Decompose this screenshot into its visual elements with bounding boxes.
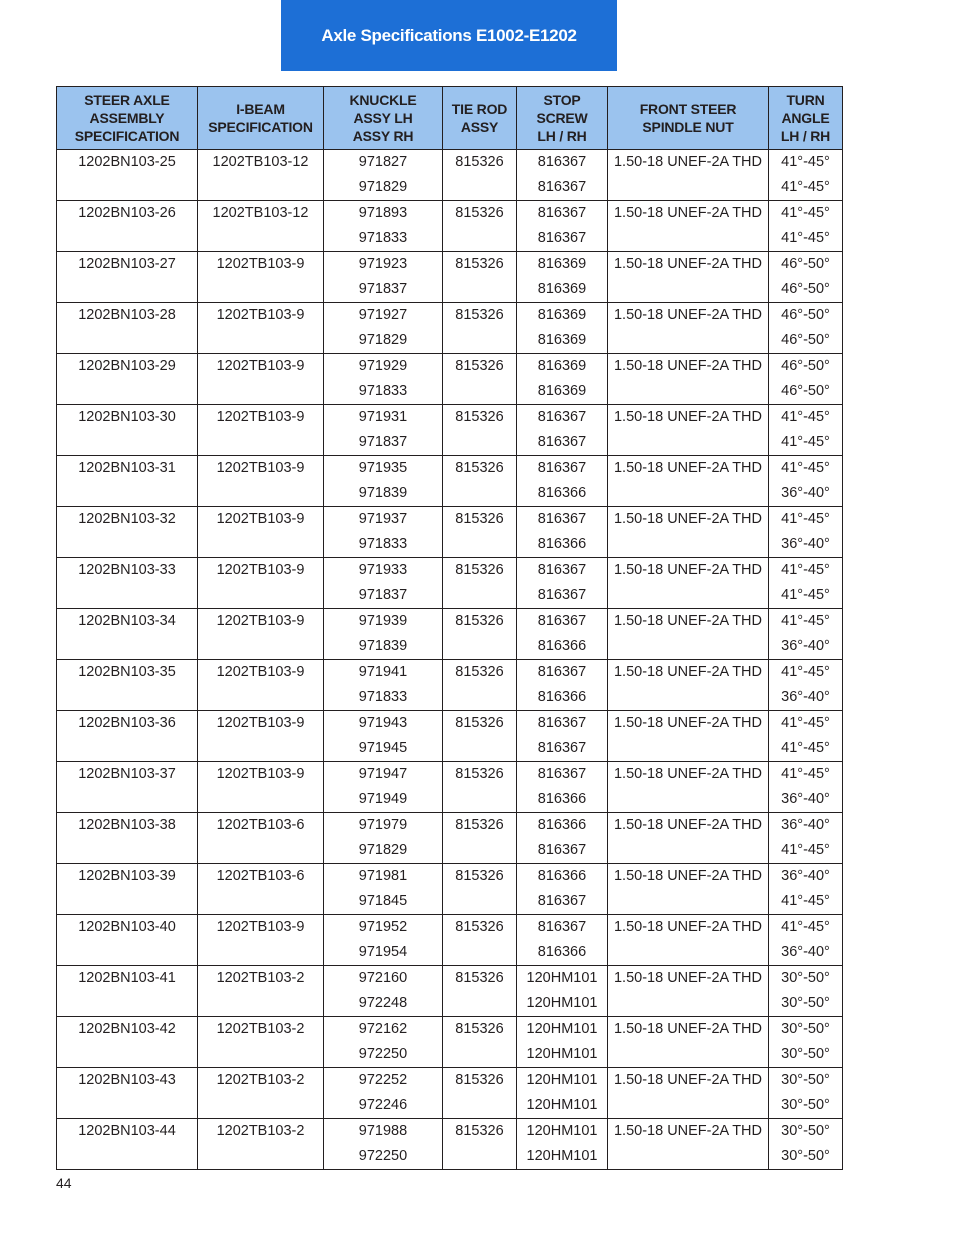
cell-stop-screw-lh: 816366 xyxy=(537,817,587,833)
cell-knuckle-assy xyxy=(324,201,443,252)
cell-stop-screw-rh: 816367 xyxy=(537,230,587,246)
cell-knuckle-assy-rh: 971845 xyxy=(358,893,408,909)
cell-turn-angle xyxy=(769,711,843,762)
cell-stop-screw xyxy=(517,660,608,711)
cell-stop-screw-rh: 816366 xyxy=(537,689,587,705)
cell-stop-screw xyxy=(517,1068,608,1119)
cell-stop-screw xyxy=(517,813,608,864)
cell-knuckle-assy-lh: 971893 xyxy=(358,205,408,221)
table-row xyxy=(57,507,843,558)
page-number: 44 xyxy=(56,1175,72,1191)
cell-knuckle-assy-lh: 971981 xyxy=(358,868,408,884)
cell-stop-screw xyxy=(517,405,608,456)
cell-knuckle-assy-rh: 971839 xyxy=(358,485,408,501)
cell-i-beam-specification: 1202TB103-9 xyxy=(198,354,324,405)
cell-knuckle-assy-lh: 971923 xyxy=(358,256,408,272)
cell-knuckle-assy-rh: 971833 xyxy=(358,383,408,399)
cell-front-steer-spindle-nut: 1.50-18 UNEF-2A THD xyxy=(608,1068,769,1119)
cell-stop-screw-rh: 816367 xyxy=(537,434,587,450)
cell-front-steer-spindle-nut: 1.50-18 UNEF-2A THD xyxy=(608,405,769,456)
cell-knuckle-assy-rh: 971829 xyxy=(358,179,408,195)
header-stop-screw: STOP SCREW LH / RH xyxy=(517,87,608,150)
cell-turn-angle-lh: 41°-45° xyxy=(781,613,830,629)
cell-turn-angle-rh: 36°-40° xyxy=(781,536,830,552)
cell-i-beam-specification: 1202TB103-9 xyxy=(198,915,324,966)
cell-knuckle-assy-rh: 971833 xyxy=(358,230,408,246)
cell-steer-axle-assembly: 1202BN103-38 xyxy=(57,813,198,864)
cell-turn-angle-rh: 41°-45° xyxy=(781,587,830,603)
cell-stop-screw xyxy=(517,456,608,507)
cell-front-steer-spindle-nut: 1.50-18 UNEF-2A THD xyxy=(608,252,769,303)
cell-tie-rod-assy: 815326 xyxy=(443,915,517,966)
header-knuckle-assy: KNUCKLE ASSY LH ASSY RH xyxy=(324,87,443,150)
cell-stop-screw-lh: 816367 xyxy=(537,154,587,170)
cell-tie-rod-assy: 815326 xyxy=(443,966,517,1017)
cell-stop-screw-lh: 120HM101 xyxy=(526,970,598,986)
cell-knuckle-assy-rh: 971837 xyxy=(358,587,408,603)
cell-tie-rod-assy: 815326 xyxy=(443,303,517,354)
cell-knuckle-assy xyxy=(324,711,443,762)
cell-knuckle-assy-rh: 971949 xyxy=(358,791,408,807)
cell-front-steer-spindle-nut: 1.50-18 UNEF-2A THD xyxy=(608,1119,769,1170)
cell-turn-angle-lh: 41°-45° xyxy=(781,205,830,221)
cell-knuckle-assy xyxy=(324,609,443,660)
cell-steer-axle-assembly: 1202BN103-37 xyxy=(57,762,198,813)
cell-i-beam-specification: 1202TB103-2 xyxy=(198,1068,324,1119)
cell-turn-angle xyxy=(769,813,843,864)
cell-knuckle-assy xyxy=(324,864,443,915)
cell-stop-screw-lh: 816367 xyxy=(537,919,587,935)
cell-knuckle-assy xyxy=(324,813,443,864)
cell-stop-screw-rh: 816366 xyxy=(537,638,587,654)
cell-knuckle-assy-lh: 971937 xyxy=(358,511,408,527)
cell-stop-screw-lh: 816367 xyxy=(537,205,587,221)
cell-stop-screw-rh: 120HM101 xyxy=(526,1148,598,1164)
cell-i-beam-specification: 1202TB103-12 xyxy=(198,201,324,252)
cell-stop-screw xyxy=(517,864,608,915)
cell-stop-screw-rh: 120HM101 xyxy=(526,1097,598,1113)
cell-stop-screw-lh: 816369 xyxy=(537,307,587,323)
cell-turn-angle-lh: 41°-45° xyxy=(781,919,830,935)
cell-front-steer-spindle-nut: 1.50-18 UNEF-2A THD xyxy=(608,966,769,1017)
cell-i-beam-specification: 1202TB103-9 xyxy=(198,558,324,609)
table-row xyxy=(57,1068,843,1119)
cell-front-steer-spindle-nut: 1.50-18 UNEF-2A THD xyxy=(608,1017,769,1068)
cell-tie-rod-assy: 815326 xyxy=(443,813,517,864)
cell-i-beam-specification: 1202TB103-9 xyxy=(198,660,324,711)
cell-steer-axle-assembly: 1202BN103-32 xyxy=(57,507,198,558)
cell-stop-screw-rh: 816366 xyxy=(537,944,587,960)
cell-turn-angle-lh: 46°-50° xyxy=(781,358,830,374)
cell-turn-angle-rh: 36°-40° xyxy=(781,791,830,807)
cell-stop-screw xyxy=(517,201,608,252)
cell-steer-axle-assembly: 1202BN103-39 xyxy=(57,864,198,915)
cell-steer-axle-assembly: 1202BN103-41 xyxy=(57,966,198,1017)
cell-stop-screw-rh: 816366 xyxy=(537,485,587,501)
cell-stop-screw-lh: 120HM101 xyxy=(526,1021,598,1037)
cell-turn-angle xyxy=(769,660,843,711)
cell-front-steer-spindle-nut: 1.50-18 UNEF-2A THD xyxy=(608,150,769,201)
cell-stop-screw-rh: 816366 xyxy=(537,791,587,807)
cell-tie-rod-assy: 815326 xyxy=(443,252,517,303)
cell-i-beam-specification: 1202TB103-9 xyxy=(198,456,324,507)
cell-i-beam-specification: 1202TB103-2 xyxy=(198,1017,324,1068)
cell-i-beam-specification: 1202TB103-6 xyxy=(198,864,324,915)
cell-stop-screw-lh: 816367 xyxy=(537,409,587,425)
cell-steer-axle-assembly: 1202BN103-35 xyxy=(57,660,198,711)
cell-knuckle-assy xyxy=(324,762,443,813)
cell-front-steer-spindle-nut: 1.50-18 UNEF-2A THD xyxy=(608,558,769,609)
cell-front-steer-spindle-nut: 1.50-18 UNEF-2A THD xyxy=(608,303,769,354)
cell-stop-screw-lh: 816367 xyxy=(537,766,587,782)
cell-stop-screw-lh: 816367 xyxy=(537,562,587,578)
cell-tie-rod-assy: 815326 xyxy=(443,354,517,405)
cell-front-steer-spindle-nut: 1.50-18 UNEF-2A THD xyxy=(608,507,769,558)
cell-turn-angle xyxy=(769,354,843,405)
table-row xyxy=(57,609,843,660)
cell-knuckle-assy-lh: 971979 xyxy=(358,817,408,833)
cell-tie-rod-assy: 815326 xyxy=(443,201,517,252)
cell-turn-angle-lh: 36°-40° xyxy=(781,817,830,833)
cell-stop-screw-rh: 120HM101 xyxy=(526,1046,598,1062)
cell-knuckle-assy-rh: 971839 xyxy=(358,638,408,654)
cell-i-beam-specification: 1202TB103-9 xyxy=(198,252,324,303)
cell-turn-angle xyxy=(769,303,843,354)
cell-turn-angle-lh: 41°-45° xyxy=(781,562,830,578)
cell-stop-screw xyxy=(517,150,608,201)
cell-knuckle-assy xyxy=(324,405,443,456)
cell-stop-screw xyxy=(517,1119,608,1170)
cell-turn-angle-lh: 41°-45° xyxy=(781,766,830,782)
cell-knuckle-assy-rh: 972248 xyxy=(358,995,408,1011)
cell-i-beam-specification: 1202TB103-9 xyxy=(198,507,324,558)
cell-turn-angle-rh: 36°-40° xyxy=(781,638,830,654)
table-row xyxy=(57,456,843,507)
cell-steer-axle-assembly: 1202BN103-40 xyxy=(57,915,198,966)
cell-front-steer-spindle-nut: 1.50-18 UNEF-2A THD xyxy=(608,813,769,864)
cell-stop-screw-lh: 816367 xyxy=(537,511,587,527)
cell-turn-angle-rh: 41°-45° xyxy=(781,842,830,858)
cell-knuckle-assy-rh: 971837 xyxy=(358,281,408,297)
table-row xyxy=(57,915,843,966)
cell-knuckle-assy-lh: 971929 xyxy=(358,358,408,374)
cell-stop-screw xyxy=(517,558,608,609)
table-row xyxy=(57,966,843,1017)
cell-knuckle-assy-lh: 971935 xyxy=(358,460,408,476)
cell-turn-angle-lh: 30°-50° xyxy=(781,970,830,986)
cell-front-steer-spindle-nut: 1.50-18 UNEF-2A THD xyxy=(608,201,769,252)
cell-stop-screw xyxy=(517,303,608,354)
cell-tie-rod-assy: 815326 xyxy=(443,507,517,558)
cell-turn-angle-lh: 46°-50° xyxy=(781,256,830,272)
cell-knuckle-assy-rh: 971829 xyxy=(358,332,408,348)
cell-knuckle-assy xyxy=(324,660,443,711)
cell-stop-screw-rh: 816367 xyxy=(537,740,587,756)
cell-knuckle-assy xyxy=(324,1119,443,1170)
cell-turn-angle-lh: 41°-45° xyxy=(781,715,830,731)
cell-knuckle-assy-rh: 972250 xyxy=(358,1148,408,1164)
cell-stop-screw-rh: 816367 xyxy=(537,587,587,603)
cell-knuckle-assy-lh: 971952 xyxy=(358,919,408,935)
cell-stop-screw xyxy=(517,252,608,303)
cell-stop-screw xyxy=(517,354,608,405)
cell-knuckle-assy xyxy=(324,507,443,558)
cell-knuckle-assy-rh: 971829 xyxy=(358,842,408,858)
cell-turn-angle xyxy=(769,1017,843,1068)
cell-turn-angle-rh: 46°-50° xyxy=(781,281,830,297)
cell-front-steer-spindle-nut: 1.50-18 UNEF-2A THD xyxy=(608,456,769,507)
cell-turn-angle xyxy=(769,507,843,558)
cell-turn-angle-lh: 30°-50° xyxy=(781,1123,830,1139)
cell-steer-axle-assembly: 1202BN103-44 xyxy=(57,1119,198,1170)
header-tie-rod-assy: TIE ROD ASSY xyxy=(443,87,517,150)
cell-knuckle-assy xyxy=(324,150,443,201)
cell-stop-screw xyxy=(517,762,608,813)
cell-steer-axle-assembly: 1202BN103-25 xyxy=(57,150,198,201)
cell-knuckle-assy-rh: 971837 xyxy=(358,434,408,450)
cell-knuckle-assy xyxy=(324,1068,443,1119)
cell-turn-angle-rh: 36°-40° xyxy=(781,944,830,960)
cell-turn-angle-rh: 30°-50° xyxy=(781,1148,830,1164)
cell-knuckle-assy xyxy=(324,558,443,609)
cell-front-steer-spindle-nut: 1.50-18 UNEF-2A THD xyxy=(608,762,769,813)
table-row xyxy=(57,1017,843,1068)
cell-steer-axle-assembly: 1202BN103-26 xyxy=(57,201,198,252)
cell-knuckle-assy-rh: 971954 xyxy=(358,944,408,960)
cell-i-beam-specification: 1202TB103-9 xyxy=(198,609,324,660)
cell-tie-rod-assy: 815326 xyxy=(443,150,517,201)
cell-turn-angle-rh: 36°-40° xyxy=(781,485,830,501)
cell-tie-rod-assy: 815326 xyxy=(443,711,517,762)
cell-i-beam-specification: 1202TB103-12 xyxy=(198,150,324,201)
cell-tie-rod-assy: 815326 xyxy=(443,1119,517,1170)
header-turn-angle: TURN ANGLE LH / RH xyxy=(769,87,843,150)
cell-turn-angle xyxy=(769,864,843,915)
cell-turn-angle-rh: 30°-50° xyxy=(781,1046,830,1062)
cell-knuckle-assy-lh: 972162 xyxy=(358,1021,408,1037)
cell-turn-angle xyxy=(769,405,843,456)
cell-turn-angle xyxy=(769,456,843,507)
cell-knuckle-assy xyxy=(324,354,443,405)
cell-turn-angle xyxy=(769,762,843,813)
table-row xyxy=(57,303,843,354)
cell-stop-screw-rh: 120HM101 xyxy=(526,995,598,1011)
cell-knuckle-assy xyxy=(324,1017,443,1068)
cell-stop-screw-lh: 120HM101 xyxy=(526,1123,598,1139)
cell-knuckle-assy-lh: 971931 xyxy=(358,409,408,425)
cell-turn-angle xyxy=(769,915,843,966)
cell-turn-angle-rh: 41°-45° xyxy=(781,230,830,246)
header-i-beam-specification: I-BEAM SPECIFICATION xyxy=(198,87,324,150)
cell-knuckle-assy-rh: 971833 xyxy=(358,689,408,705)
cell-turn-angle-rh: 36°-40° xyxy=(781,689,830,705)
cell-tie-rod-assy: 815326 xyxy=(443,405,517,456)
cell-stop-screw-lh: 816367 xyxy=(537,664,587,680)
cell-stop-screw xyxy=(517,1017,608,1068)
cell-stop-screw xyxy=(517,966,608,1017)
table-row xyxy=(57,201,843,252)
cell-front-steer-spindle-nut: 1.50-18 UNEF-2A THD xyxy=(608,660,769,711)
cell-stop-screw-lh: 816367 xyxy=(537,613,587,629)
cell-tie-rod-assy: 815326 xyxy=(443,1068,517,1119)
cell-turn-angle xyxy=(769,1068,843,1119)
cell-knuckle-assy xyxy=(324,456,443,507)
cell-turn-angle-rh: 41°-45° xyxy=(781,893,830,909)
cell-front-steer-spindle-nut: 1.50-18 UNEF-2A THD xyxy=(608,609,769,660)
cell-knuckle-assy xyxy=(324,303,443,354)
cell-turn-angle-lh: 41°-45° xyxy=(781,511,830,527)
cell-turn-angle-rh: 30°-50° xyxy=(781,995,830,1011)
cell-stop-screw xyxy=(517,609,608,660)
cell-stop-screw xyxy=(517,915,608,966)
cell-stop-screw xyxy=(517,711,608,762)
cell-stop-screw-rh: 816369 xyxy=(537,383,587,399)
cell-front-steer-spindle-nut: 1.50-18 UNEF-2A THD xyxy=(608,354,769,405)
cell-i-beam-specification: 1202TB103-9 xyxy=(198,711,324,762)
page-title-banner xyxy=(281,0,617,71)
cell-knuckle-assy-rh: 972246 xyxy=(358,1097,408,1113)
cell-stop-screw-lh: 816367 xyxy=(537,715,587,731)
cell-tie-rod-assy: 815326 xyxy=(443,864,517,915)
cell-i-beam-specification: 1202TB103-9 xyxy=(198,303,324,354)
cell-front-steer-spindle-nut: 1.50-18 UNEF-2A THD xyxy=(608,711,769,762)
cell-tie-rod-assy: 815326 xyxy=(443,1017,517,1068)
cell-tie-rod-assy: 815326 xyxy=(443,762,517,813)
cell-turn-angle-lh: 41°-45° xyxy=(781,460,830,476)
cell-knuckle-assy-rh: 971945 xyxy=(358,740,408,756)
table-header-row xyxy=(57,87,843,150)
cell-i-beam-specification: 1202TB103-9 xyxy=(198,405,324,456)
cell-steer-axle-assembly: 1202BN103-42 xyxy=(57,1017,198,1068)
cell-stop-screw-lh: 120HM101 xyxy=(526,1072,598,1088)
cell-steer-axle-assembly: 1202BN103-33 xyxy=(57,558,198,609)
cell-i-beam-specification: 1202TB103-2 xyxy=(198,966,324,1017)
cell-steer-axle-assembly: 1202BN103-43 xyxy=(57,1068,198,1119)
cell-steer-axle-assembly: 1202BN103-31 xyxy=(57,456,198,507)
cell-stop-screw-rh: 816369 xyxy=(537,281,587,297)
cell-knuckle-assy-lh: 971927 xyxy=(358,307,408,323)
table-row xyxy=(57,354,843,405)
cell-turn-angle-rh: 41°-45° xyxy=(781,179,830,195)
cell-stop-screw-rh: 816367 xyxy=(537,893,587,909)
cell-i-beam-specification: 1202TB103-6 xyxy=(198,813,324,864)
cell-knuckle-assy-lh: 971947 xyxy=(358,766,408,782)
cell-knuckle-assy xyxy=(324,915,443,966)
cell-turn-angle-rh: 41°-45° xyxy=(781,740,830,756)
cell-knuckle-assy-lh: 971941 xyxy=(358,664,408,680)
table-body xyxy=(57,150,843,1170)
cell-tie-rod-assy: 815326 xyxy=(443,456,517,507)
cell-knuckle-assy-lh: 972252 xyxy=(358,1072,408,1088)
cell-tie-rod-assy: 815326 xyxy=(443,609,517,660)
cell-knuckle-assy-lh: 971827 xyxy=(358,154,408,170)
cell-turn-angle-rh: 30°-50° xyxy=(781,1097,830,1113)
cell-knuckle-assy-lh: 971988 xyxy=(358,1123,408,1139)
cell-turn-angle xyxy=(769,150,843,201)
cell-turn-angle-lh: 30°-50° xyxy=(781,1072,830,1088)
cell-stop-screw-lh: 816367 xyxy=(537,460,587,476)
cell-turn-angle xyxy=(769,966,843,1017)
cell-turn-angle-lh: 36°-40° xyxy=(781,868,830,884)
axle-spec-table xyxy=(56,86,843,1170)
cell-turn-angle-rh: 41°-45° xyxy=(781,434,830,450)
cell-steer-axle-assembly: 1202BN103-34 xyxy=(57,609,198,660)
cell-stop-screw xyxy=(517,507,608,558)
cell-knuckle-assy-lh: 971933 xyxy=(358,562,408,578)
cell-tie-rod-assy: 815326 xyxy=(443,558,517,609)
table-row xyxy=(57,711,843,762)
cell-knuckle-assy-lh: 972160 xyxy=(358,970,408,986)
cell-knuckle-assy-lh: 971939 xyxy=(358,613,408,629)
table-row xyxy=(57,558,843,609)
cell-tie-rod-assy: 815326 xyxy=(443,660,517,711)
cell-turn-angle-rh: 46°-50° xyxy=(781,332,830,348)
cell-turn-angle-lh: 41°-45° xyxy=(781,664,830,680)
cell-stop-screw-rh: 816367 xyxy=(537,179,587,195)
cell-knuckle-assy-rh: 972250 xyxy=(358,1046,408,1062)
cell-turn-angle xyxy=(769,609,843,660)
table-row xyxy=(57,864,843,915)
table-row xyxy=(57,762,843,813)
cell-steer-axle-assembly: 1202BN103-29 xyxy=(57,354,198,405)
cell-knuckle-assy-rh: 971833 xyxy=(358,536,408,552)
cell-turn-angle-rh: 46°-50° xyxy=(781,383,830,399)
header-steer-axle-assembly: STEER AXLE ASSEMBLY SPECIFICATION xyxy=(57,87,198,150)
cell-steer-axle-assembly: 1202BN103-28 xyxy=(57,303,198,354)
cell-steer-axle-assembly: 1202BN103-36 xyxy=(57,711,198,762)
cell-front-steer-spindle-nut: 1.50-18 UNEF-2A THD xyxy=(608,864,769,915)
table-row xyxy=(57,150,843,201)
cell-stop-screw-lh: 816366 xyxy=(537,868,587,884)
cell-turn-angle-lh: 46°-50° xyxy=(781,307,830,323)
cell-stop-screw-rh: 816366 xyxy=(537,536,587,552)
table-row xyxy=(57,1119,843,1170)
cell-steer-axle-assembly: 1202BN103-27 xyxy=(57,252,198,303)
table-row xyxy=(57,660,843,711)
cell-stop-screw-lh: 816369 xyxy=(537,256,587,272)
cell-i-beam-specification: 1202TB103-9 xyxy=(198,762,324,813)
cell-knuckle-assy xyxy=(324,966,443,1017)
cell-knuckle-assy xyxy=(324,252,443,303)
header-front-steer-spindle-nut: FRONT STEER SPINDLE NUT xyxy=(608,87,769,150)
table-row xyxy=(57,813,843,864)
cell-turn-angle xyxy=(769,201,843,252)
cell-i-beam-specification: 1202TB103-2 xyxy=(198,1119,324,1170)
cell-steer-axle-assembly: 1202BN103-30 xyxy=(57,405,198,456)
cell-turn-angle-lh: 30°-50° xyxy=(781,1021,830,1037)
cell-turn-angle-lh: 41°-45° xyxy=(781,409,830,425)
table-row xyxy=(57,252,843,303)
table-row xyxy=(57,405,843,456)
cell-turn-angle xyxy=(769,252,843,303)
cell-turn-angle xyxy=(769,1119,843,1170)
cell-front-steer-spindle-nut: 1.50-18 UNEF-2A THD xyxy=(608,915,769,966)
page-title: Axle Specifications E1002-E1202 xyxy=(321,25,577,45)
cell-stop-screw-lh: 816369 xyxy=(537,358,587,374)
cell-turn-angle-lh: 41°-45° xyxy=(781,154,830,170)
cell-stop-screw-rh: 816367 xyxy=(537,842,587,858)
cell-knuckle-assy-lh: 971943 xyxy=(358,715,408,731)
cell-turn-angle xyxy=(769,558,843,609)
cell-stop-screw-rh: 816369 xyxy=(537,332,587,348)
